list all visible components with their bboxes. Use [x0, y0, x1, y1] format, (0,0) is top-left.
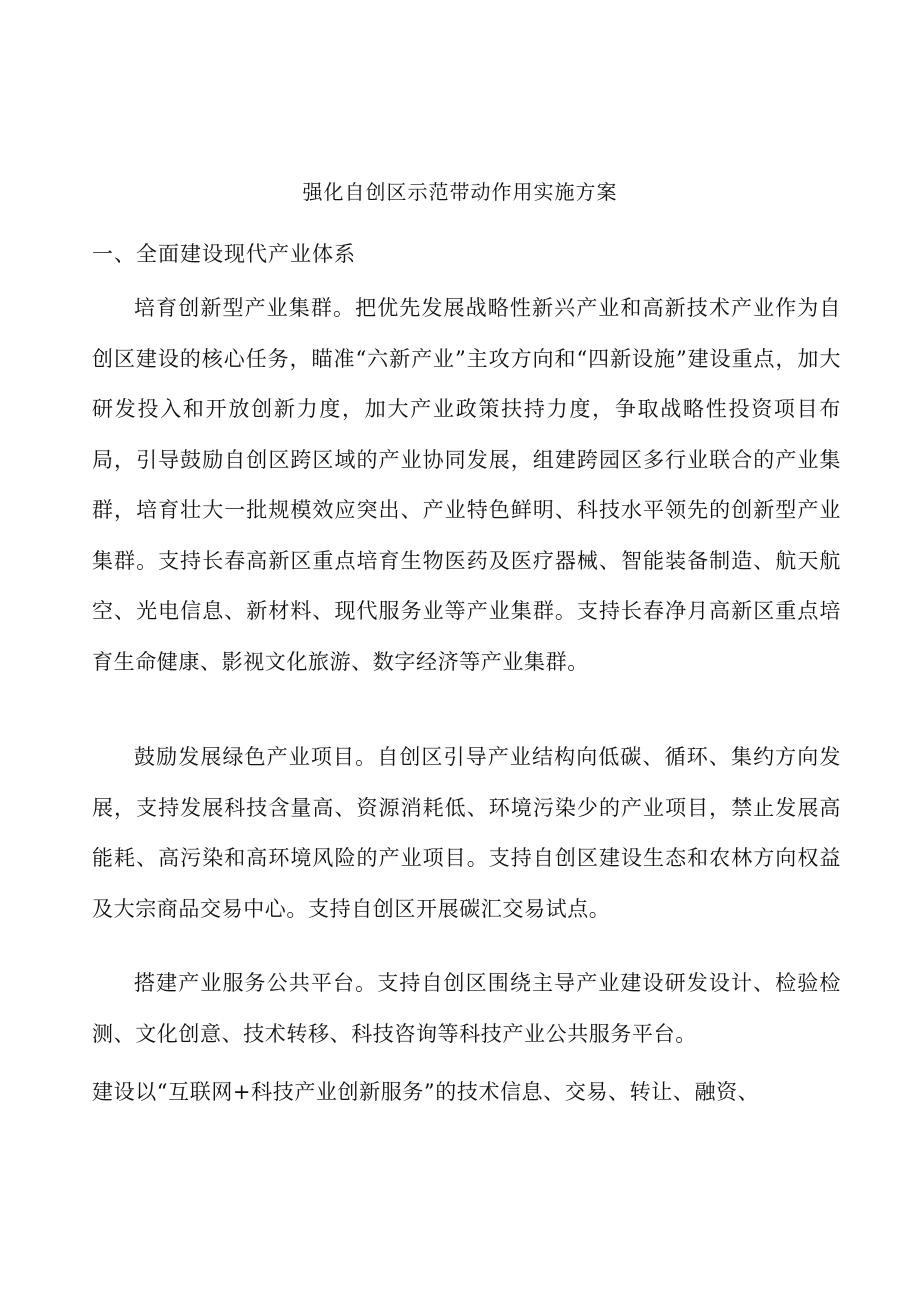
paragraph-service-platform: 搭建产业服务公共平台。支持自创区围绕主导产业建设研发设计、检验检测、文化创意、技术转移、科技咨询等科技产业公共服务平台。 — [92, 971, 841, 1046]
paragraph-internet-services: 建设以“互联网+科技产业创新服务”的技术信息、交易、转让、融资、 — [92, 1080, 760, 1104]
paragraph-green-industry: 鼓励发展绿色产业项目。自创区引导产业结构向低碳、循环、集约方向发展，支持发展科技含量高、资源消耗低、环境污染少的产业项目，禁止发展高能耗、高污染和高环境风险的产业项目。支持自创区建设生态和农林方向权益及大宗商品交易中心。支持自创区开展碳汇交易试点。 — [92, 745, 841, 921]
section-heading: 一、全面建设现代产业体系 — [92, 242, 356, 266]
document-title: 强化自创区示范带动作用实施方案 — [302, 180, 618, 204]
paragraph-industry-clusters: 培育创新型产业集群。把优先发展战略性新兴产业和高新技术产业作为自创区建设的核心任务，瞄准“六新产业”主攻方向和“四新设施”建设重点，加大研发投入和开放创新力度，加大产业政策扶持力度，争取战略性投资项目布局，引导鼓励自创区跨区域的产业协同发展，组建跨园区多行业联合的产业集群，培育壮大一批规模效应突出、产业特色鲜明、科技水平领先的创新型产业集群。支持长春高新区重点培育生物医药及医疗器械、智能装备制造、航天航空、光电信息、新材料、现代服务业等产业集群。支持长春净月高新区重点培育生命健康、影视文化旅游、数字经济等产业集群。 — [92, 296, 841, 674]
